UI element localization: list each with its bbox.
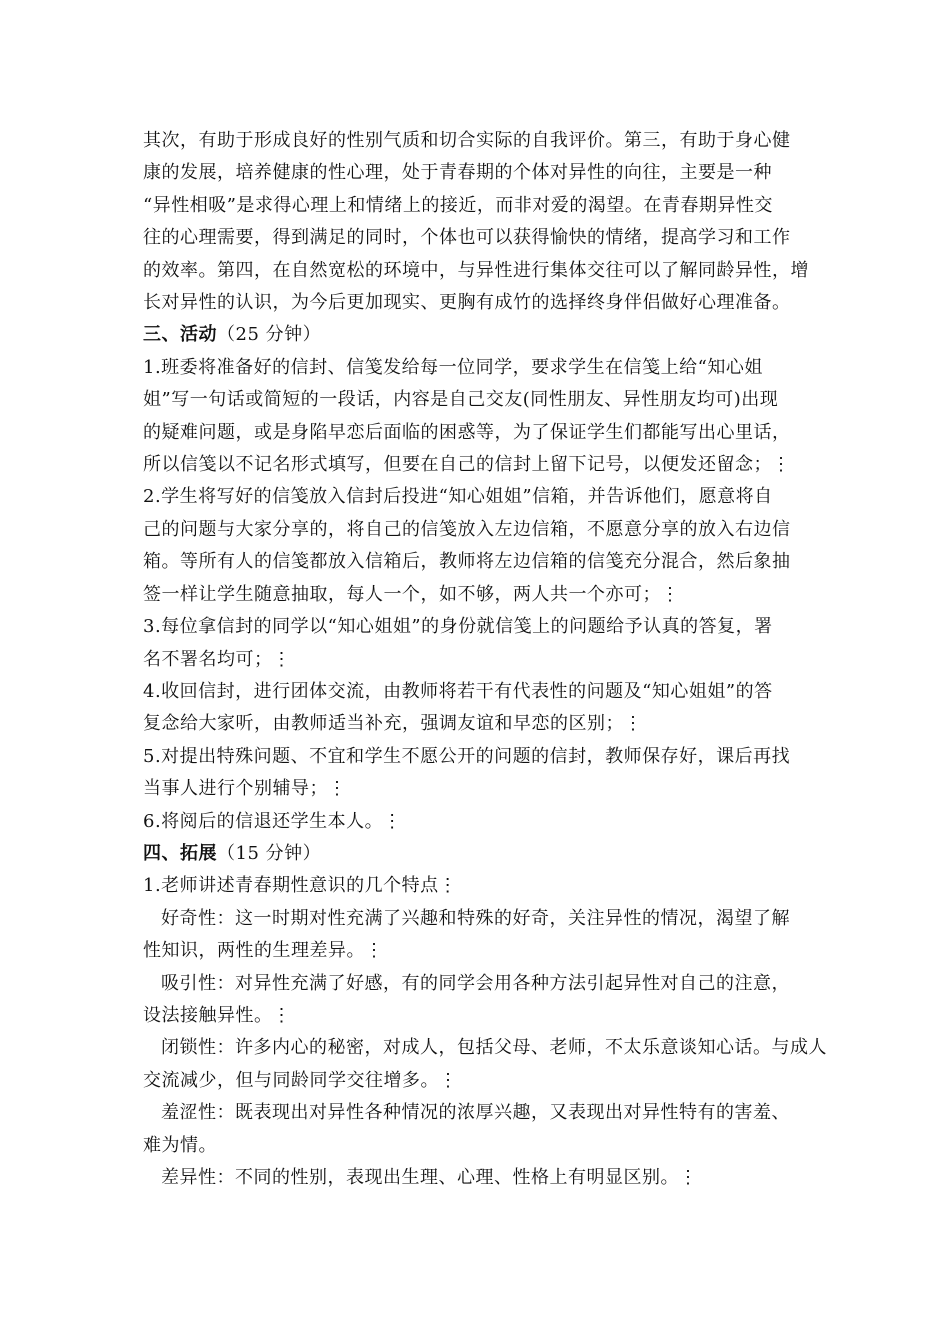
text-line: 好奇性：这一时期对性充满了兴趣和特殊的好奇，关注异性的情况，渴望了解 [161,907,790,929]
text-line: 1.班委将准备好的信封、信笺发给每一位同学，要求学生在信笺上给“知心姐 [143,356,763,378]
section-heading-duration: （25 分钟） [217,324,322,346]
text-line: 长对异性的认识，为今后更加现实、更胸有成竹的选择终身伴侣做好心理准备。 [143,292,791,314]
text-line: 设法接触异性。⋮ [143,1004,291,1026]
section-heading-title: 四、拓展 [143,842,217,864]
text-line: 当事人进行个别辅导；⋮ [143,778,347,800]
text-line: 吸引性：对异性充满了好感，有的同学会用各种方法引起异性对自己的注意， [161,972,790,994]
text-line: 康的发展，培养健康的性心理，处于青春期的个体对异性的向往，主要是一种 [143,162,772,184]
text-line: 姐”写一句话或简短的一段话，内容是自己交友(同性朋友、异性朋友均可)出现 [143,389,779,411]
text-line: 箱。等所有人的信笺都放入信箱后，教师将左边信箱的信笺充分混合，然后象抽 [143,551,791,573]
text-line: 闭锁性：许多内心的秘密，对成人，包括父母、老师，不太乐意谈知心话。与成人 [161,1037,827,1059]
text-line: 难为情。 [143,1134,217,1156]
text-line: 1.老师讲述青春期性意识的几个特点⋮ [143,875,458,897]
text-line: 的疑难问题，或是身陷早恋后面临的困惑等，为了保证学生们都能写出心里话， [143,421,791,443]
text-line: 性知识，两性的生理差异。⋮ [143,940,384,962]
document-body [143,125,827,1194]
text-line: 所以信笺以不记名形式填写，但要在自己的信封上留下记号，以便发还留念；⋮ [143,454,791,476]
text-line: 3.每位拿信封的同学以“知心姐姐”的身份就信笺上的问题给予认真的答复，署 [143,616,773,638]
text-line: 4.收回信封，进行团体交流，由教师将若干有代表性的问题及“知心姐姐”的答 [143,680,773,702]
text-line: 其次，有助于形成良好的性别气质和切合实际的自我评价。第三，有助于身心健 [143,130,791,151]
text-line: 签一样让学生随意抽取，每人一个，如不够，两人共一个亦可；⋮ [143,583,680,605]
text-line: 2.学生将写好的信笺放入信封后投进“知心姐姐”信箱，并告诉他们，愿意将自 [143,486,773,508]
text-line: 往的心理需要，得到满足的同时，个体也可以获得愉快的情绪，提高学习和工作 [143,227,791,249]
text-line: 的效率。第四，在自然宽松的环境中，与异性进行集体交往可以了解同龄异性，增 [143,259,809,281]
section-heading [143,319,820,351]
text-line: 5.对提出特殊问题、不宜和学生不愿公开的问题的信封，教师保存好，课后再找 [143,745,791,767]
text-line: 羞涩性：既表现出对异性各种情况的浓厚兴趣，又表现出对异性特有的害羞、 [161,1102,790,1124]
text-line: 6.将阅后的信退还学生本人。⋮ [143,810,402,832]
text-line: 复念给大家听，由教师适当补充，强调友谊和早恋的区别；⋮ [143,713,643,735]
text-line: “异性相吸”是求得心理上和情绪上的接近，而非对爱的渴望。在青春期异性交 [143,194,773,216]
text-line: 交流减少，但与同龄同学交往增多。⋮ [143,1069,458,1091]
text-line: 名不署名均可；⋮ [143,648,291,670]
section-heading [143,838,820,870]
text-line: 差异性：不同的性别，表现出生理、心理、性格上有明显区别。⋮ [161,1167,698,1188]
section-heading-title: 三、活动 [143,324,217,346]
section-heading-duration: （15 分钟） [217,842,322,864]
text-line: 己的问题与大家分享的，将自己的信笺放入左边信箱，不愿意分享的放入右边信 [143,518,791,540]
